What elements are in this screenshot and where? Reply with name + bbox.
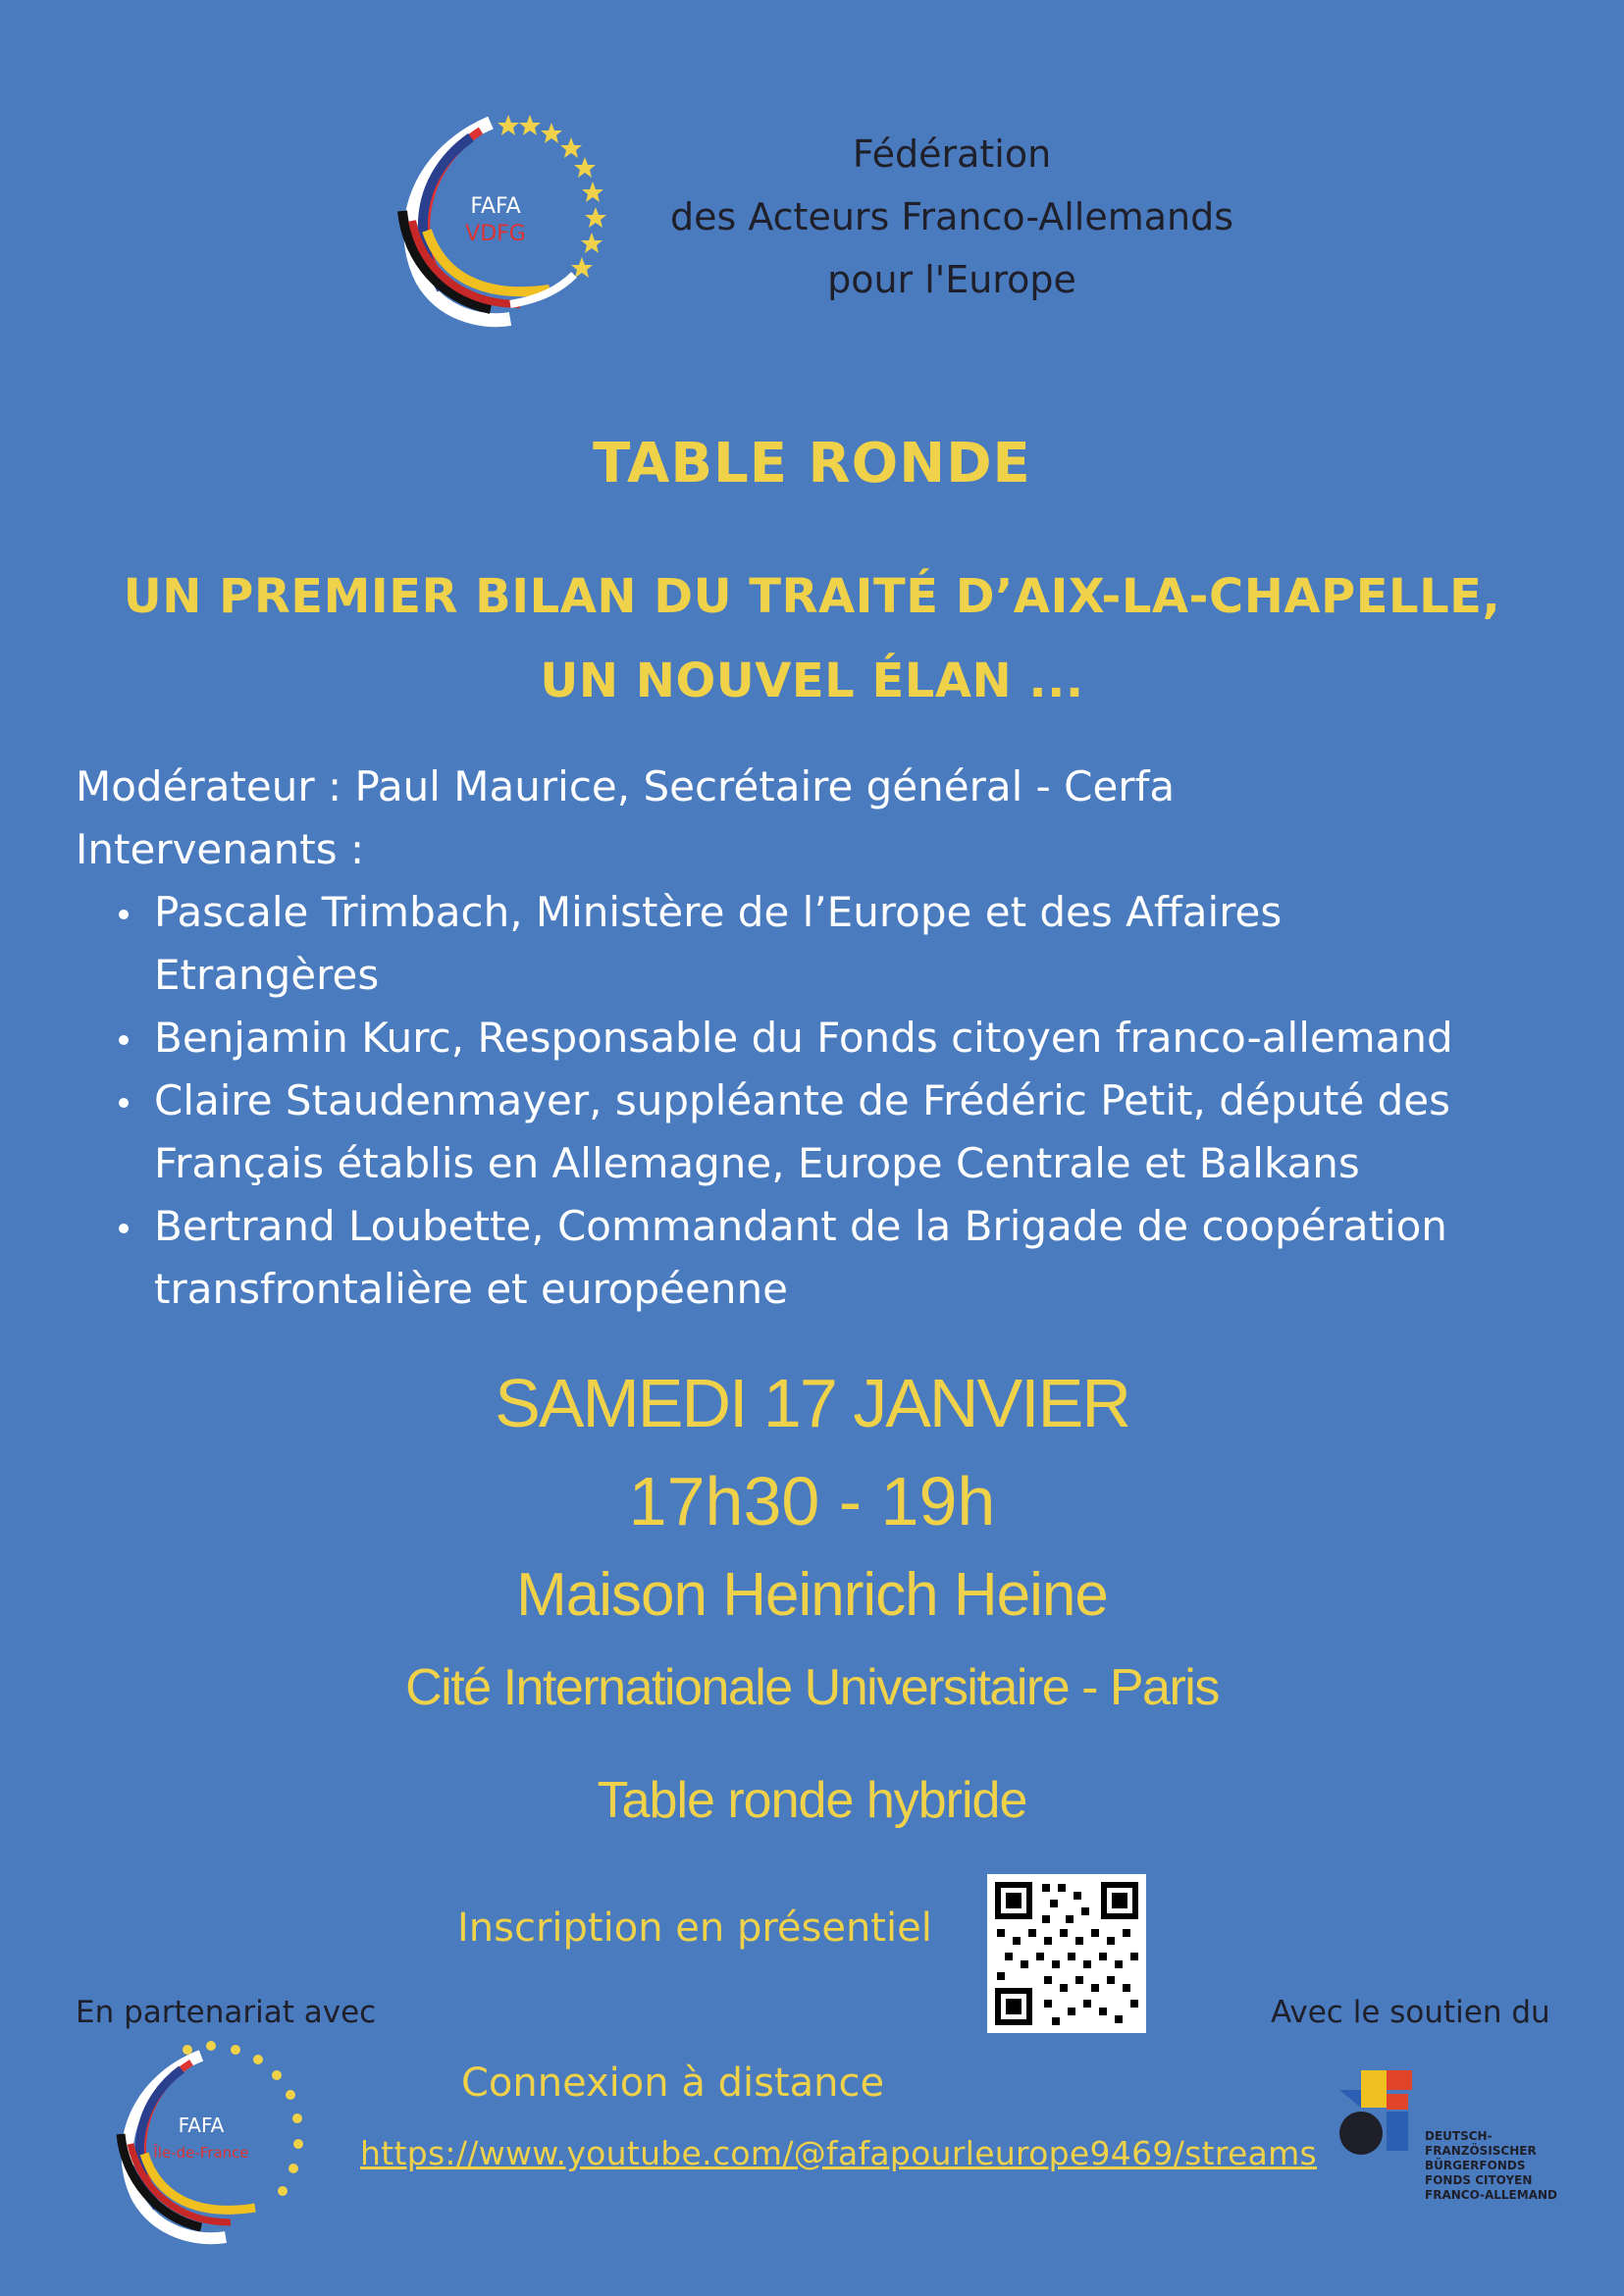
speaker-item	[154, 1195, 1567, 1321]
speaker-line: Etrangères	[154, 951, 380, 999]
speaker-line: Bertrand Loubette, Commandant de la Brigade de coopération	[154, 1202, 1447, 1250]
in-person-registration-label: Inscription en présentiel	[457, 1905, 932, 1951]
speaker-line: Claire Staudenmayer, suppléante de Frédéric Petit, député des	[154, 1076, 1451, 1124]
event-title-line1: UN PREMIER BILAN DU TRAITÉ D’AIX-LA-CHAPELLE,	[123, 569, 1501, 624]
org-name-line3: pour l'Europe	[827, 258, 1076, 301]
event-type-heading: TABLE RONDE	[593, 432, 1031, 496]
venue-name: Maison Heinrich Heine	[516, 1561, 1108, 1629]
remote-connection-label: Connexion à distance	[461, 2061, 885, 2106]
org-name-line1: Fédération	[852, 132, 1052, 176]
partner-logo-text-bottom: Île-de-France	[153, 2144, 249, 2162]
speaker-item	[154, 881, 1567, 1007]
speaker-line: transfrontalière et européenne	[154, 1265, 788, 1313]
fund-line: FRANCO-ALLEMAND	[1425, 2188, 1557, 2202]
partner-logo-text-top: FAFA	[178, 2113, 225, 2137]
logo-text-bottom: VDFG	[465, 222, 526, 246]
logo-text-top: FAFA	[470, 194, 521, 219]
speaker-line: Pascale Trimbach, Ministère de l’Europe et des Affaires	[154, 888, 1283, 936]
support-label: Avec le soutien du	[1271, 1995, 1550, 2030]
event-title	[39, 554, 1585, 723]
fund-line: FONDS CITOYEN	[1425, 2173, 1533, 2187]
fund-name	[1425, 2129, 1557, 2203]
youtube-stream-link[interactable]: https://www.youtube.com/@fafapourleurope9469/streams	[360, 2134, 1318, 2172]
speaker-line: Français établis en Allemagne, Europe Centrale et Balkans	[154, 1139, 1360, 1187]
org-name-line2: des Acteurs Franco-Allemands	[669, 195, 1234, 238]
registration-qr-code[interactable]	[987, 1874, 1146, 2033]
speakers-label: Intervenants :	[76, 825, 365, 873]
venue-location: Cité Internationale Universitaire - Paris	[405, 1659, 1219, 1716]
event-date: SAMEDI 17 JANVIER	[495, 1365, 1129, 1441]
speaker-line: Benjamin Kurc, Responsable du Fonds citoyen franco-allemand	[154, 1014, 1453, 1062]
fonds-citoyen-logo	[1339, 2068, 1428, 2162]
event-format: Table ronde hybride	[597, 1772, 1027, 1829]
partner-label: En partenariat avec	[76, 1995, 377, 2030]
fafa-vdfg-logo	[383, 103, 618, 339]
program-section	[76, 756, 1567, 1321]
speaker-item	[154, 1007, 1567, 1070]
organization-name	[608, 123, 1295, 311]
fund-line: BÜRGERFONDS	[1425, 2159, 1526, 2172]
fafa-ile-de-france-logo	[103, 2036, 319, 2252]
speakers-list	[76, 881, 1567, 1321]
event-time: 17h30 - 19h	[628, 1463, 996, 1539]
moderator-line: Modérateur : Paul Maurice, Secrétaire général - Cerfa	[76, 762, 1176, 810]
event-title-line2: UN NOUVEL ÉLAN ...	[540, 653, 1084, 708]
fund-line: DEUTSCH-	[1425, 2129, 1493, 2143]
speaker-item	[154, 1070, 1567, 1195]
fund-line: FRANZÖSISCHER	[1425, 2144, 1537, 2158]
